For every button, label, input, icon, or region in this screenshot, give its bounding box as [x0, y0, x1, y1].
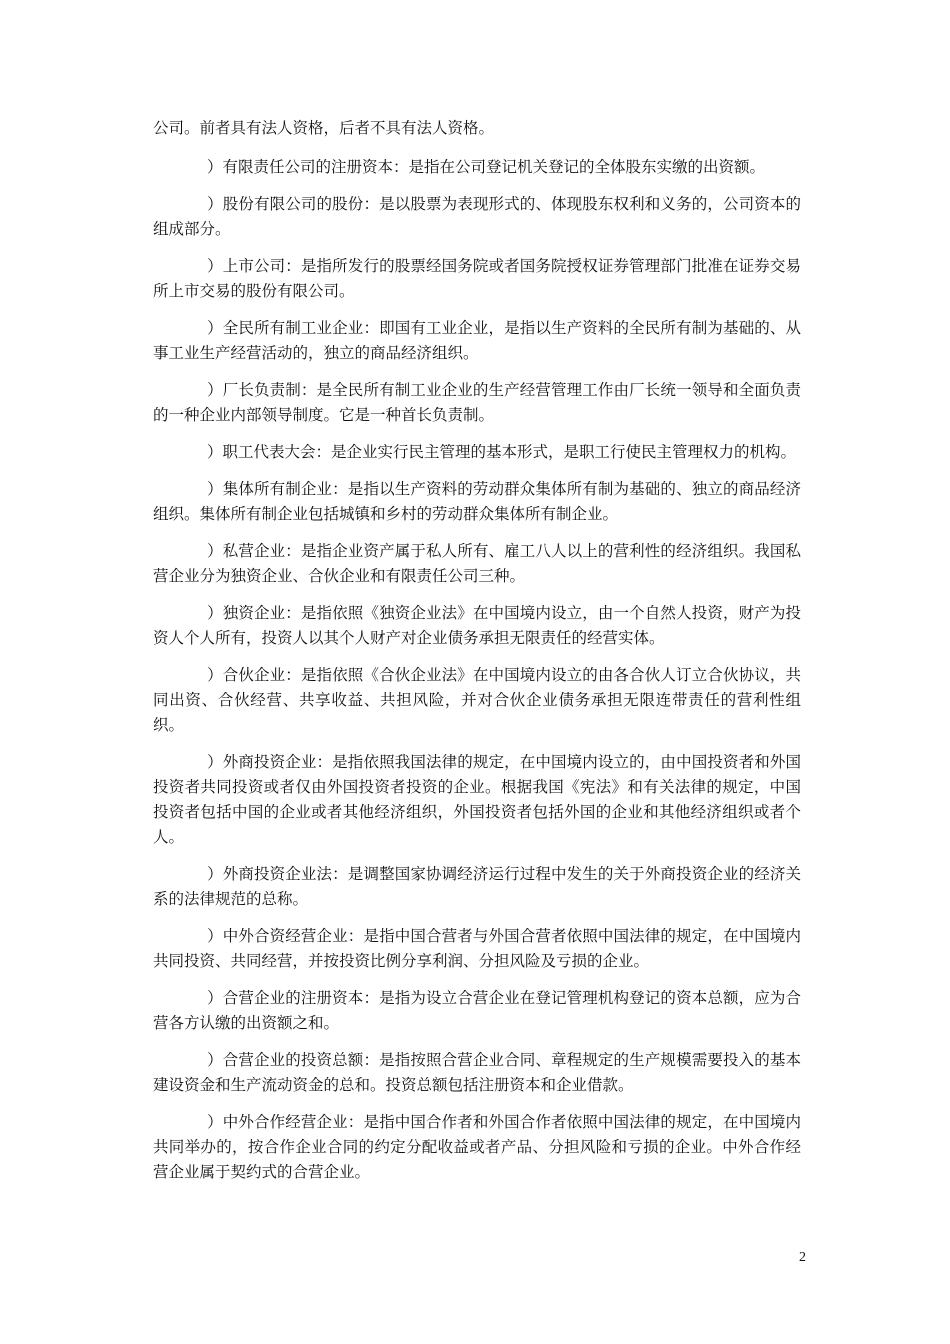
paragraph-list: [153, 155, 801, 1185]
paragraph-text: ）合伙企业：是指依照《合伙企业法》在中国境内设立的由各合伙人订立合伙协议，共同出资、合伙经营、共享收益、共担风险，并对合伙企业债务承担无限连带责任的营利性组织。: [153, 666, 801, 734]
paragraph-text: ）外商投资企业：是指依照我国法律的规定，在中国境内设立的，由中国投资者和外国投资者共同投资或者仅由外国投资者投资的企业。根据我国《宪法》和有关法律的规定，中国投资者包括中国的企业或者其他经济组织，外国投资者包括外国的企业和其他经济组织或者个人。: [153, 753, 801, 846]
paragraph-text: ）合营企业的注册资本：是指为设立合营企业在登记管理机构登记的资本总额，应为合营各方认缴的出资额之和。: [153, 989, 801, 1032]
paragraph-text: ）有限责任公司的注册资本：是指在公司登记机关登记的全体股东实缴的出资额。: [207, 158, 766, 176]
definition-paragraph: [153, 539, 801, 589]
definition-paragraph: [153, 316, 801, 366]
opening-line: 公司。前者具有法人资格，后者不具有法人资格。: [153, 119, 495, 137]
definition-paragraph: [153, 155, 801, 180]
definition-paragraph: [153, 378, 801, 428]
paragraph-text: ）厂长负责制：是全民所有制工业企业的生产经营管理工作由厂长统一领导和全面负责的一种企业内部领导制度。它是一种首长负责制。: [153, 381, 801, 424]
definition-paragraph: [153, 601, 801, 651]
paragraph-text: ）全民所有制工业企业：即国有工业企业，是指以生产资料的全民所有制为基础的、从事工业生产经营活动的，独立的商品经济组织。: [153, 319, 801, 362]
paragraph-text: ）合营企业的投资总额：是指按照合营企业合同、章程规定的生产规模需要投入的基本建设资金和生产流动资金的总和。投资总额包括注册资本和企业借款。: [153, 1051, 801, 1094]
paragraph-text: ）中外合作经营企业：是指中国合作者和外国合作者依照中国法律的规定，在中国境内共同举办的，按合作企业合同的约定分配收益或者产品、分担风险和亏损的企业。中外合作经营企业属于契约式的合营企业。: [153, 1113, 801, 1181]
definition-paragraph: [153, 1110, 801, 1185]
definition-paragraph: [153, 192, 801, 242]
definition-paragraph: [153, 986, 801, 1036]
paragraph-text: ）独资企业：是指依照《独资企业法》在中国境内设立，由一个自然人投资，财产为投资人个人所有，投资人以其个人财产对企业债务承担无限责任的经营实体。: [153, 604, 801, 647]
definition-paragraph: [153, 440, 801, 465]
paragraph-text: ）私营企业：是指企业资产属于私人所有、雇工八人以上的营利性的经济组织。我国私营企业分为独资企业、合伙企业和有限责任公司三种。: [153, 542, 801, 585]
definition-paragraph: [153, 750, 801, 850]
paragraph-text: ）上市公司：是指所发行的股票经国务院或者国务院授权证券管理部门批准在证券交易所上市交易的股份有限公司。: [153, 257, 801, 300]
definition-paragraph: [153, 663, 801, 738]
definition-paragraph: [153, 862, 801, 912]
definition-paragraph: [153, 477, 801, 527]
definition-paragraph: [153, 1048, 801, 1098]
paragraph-text: ）中外合资经营企业：是指中国合营者与外国合营者依照中国法律的规定，在中国境内共同投资、共同经营，并按投资比例分享利润、分担风险及亏损的企业。: [153, 927, 801, 970]
document-body: [153, 116, 801, 1197]
definition-paragraph: [153, 924, 801, 974]
page-number: 2: [799, 1250, 806, 1265]
paragraph-text: ）集体所有制企业：是指以生产资料的劳动群众集体所有制为基础的、独立的商品经济组织。集体所有制企业包括城镇和乡村的劳动群众集体所有制企业。: [153, 480, 801, 523]
definition-paragraph: [153, 254, 801, 304]
paragraph-text: ）股份有限公司的股份：是以股票为表现形式的、体现股东权利和义务的，公司资本的组成部分。: [153, 195, 801, 238]
paragraph-text: ）职工代表大会：是企业实行民主管理的基本形式，是职工行使民主管理权力的机构。: [207, 443, 797, 461]
paragraph-text: ）外商投资企业法：是调整国家协调经济运行过程中发生的关于外商投资企业的经济关系的法律规范的总称。: [153, 865, 801, 908]
